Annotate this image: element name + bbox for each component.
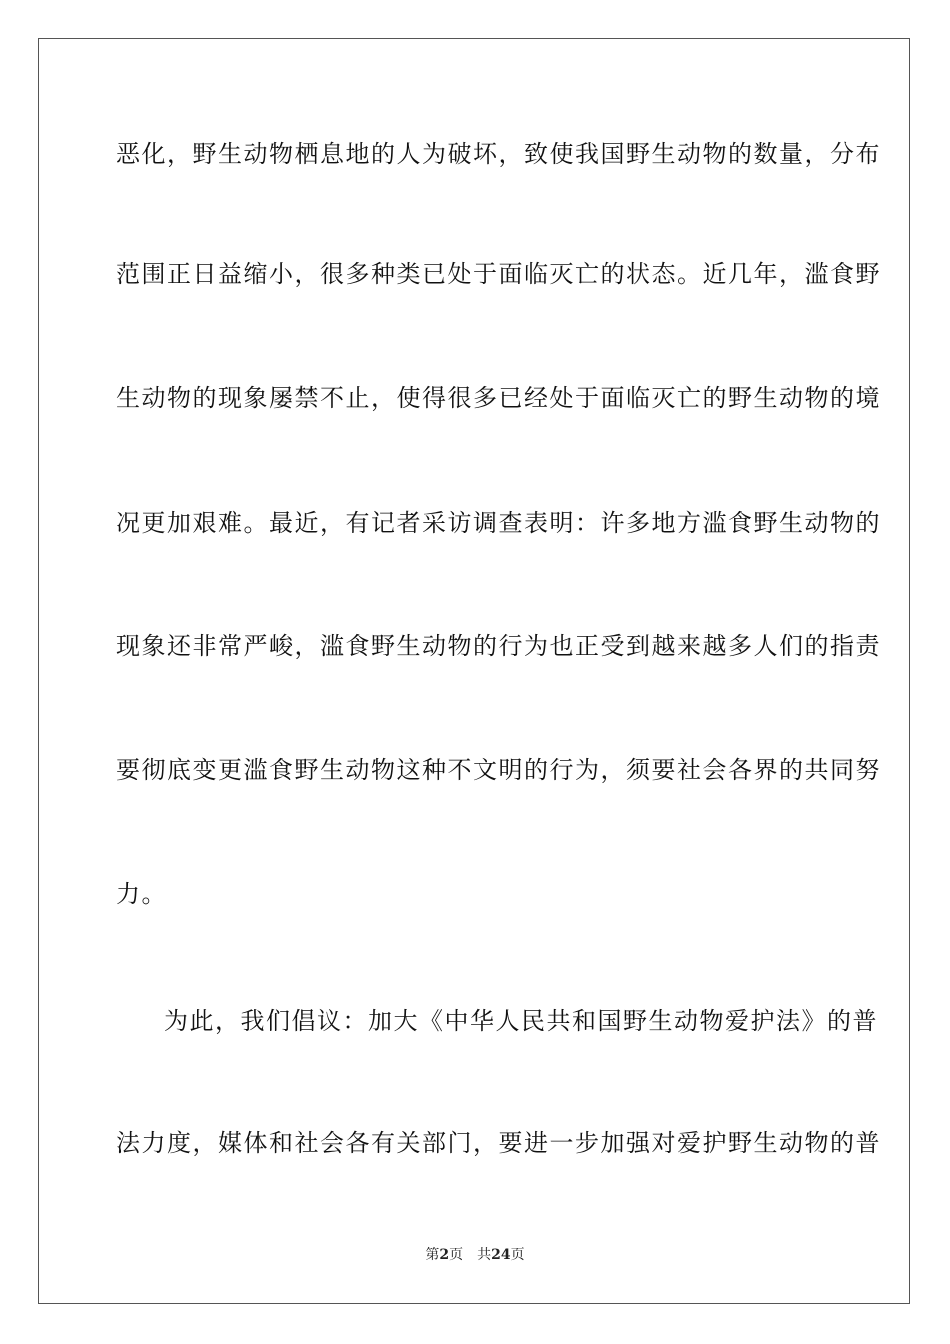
- footer-page-number: 2: [439, 1247, 450, 1263]
- body-text-line-6: 要彻底变更滥食野生动物这种不文明的行为，须要社会各界的共同努: [116, 756, 881, 784]
- body-text-line-9: 法力度，媒体和社会各有关部门，要进一步加强对爱护野生动物的普: [116, 1129, 881, 1157]
- page-border: [38, 38, 910, 1304]
- body-text-line-8: 为此，我们倡议：加大《中华人民共和国野生动物爱护法》的普: [164, 1007, 878, 1035]
- body-text-line-1: 恶化，野生动物栖息地的人为破坏，致使我国野生动物的数量，分布: [116, 140, 881, 168]
- footer-page-prefix: 第: [425, 1247, 440, 1263]
- footer-total-suffix: 页: [510, 1247, 525, 1263]
- body-text-line-7: 力。: [116, 880, 167, 908]
- footer-page-suffix: 页: [449, 1247, 464, 1263]
- body-text-line-4: 况更加艰难。最近，有记者采访调查表明：许多地方滥食野生动物的: [116, 509, 881, 537]
- footer-total-pages: 24: [491, 1247, 511, 1263]
- body-text-line-2: 范围正日益缩小，很多种类已处于面临灭亡的状态。近几年，滥食野: [116, 260, 881, 288]
- footer-total-prefix: 共: [477, 1247, 492, 1263]
- page-footer: [0, 1246, 950, 1264]
- body-text-line-5: 现象还非常严峻，滥食野生动物的行为也正受到越来越多人们的指责: [116, 632, 881, 660]
- body-text-line-3: 生动物的现象屡禁不止，使得很多已经处于面临灭亡的野生动物的境: [116, 384, 881, 412]
